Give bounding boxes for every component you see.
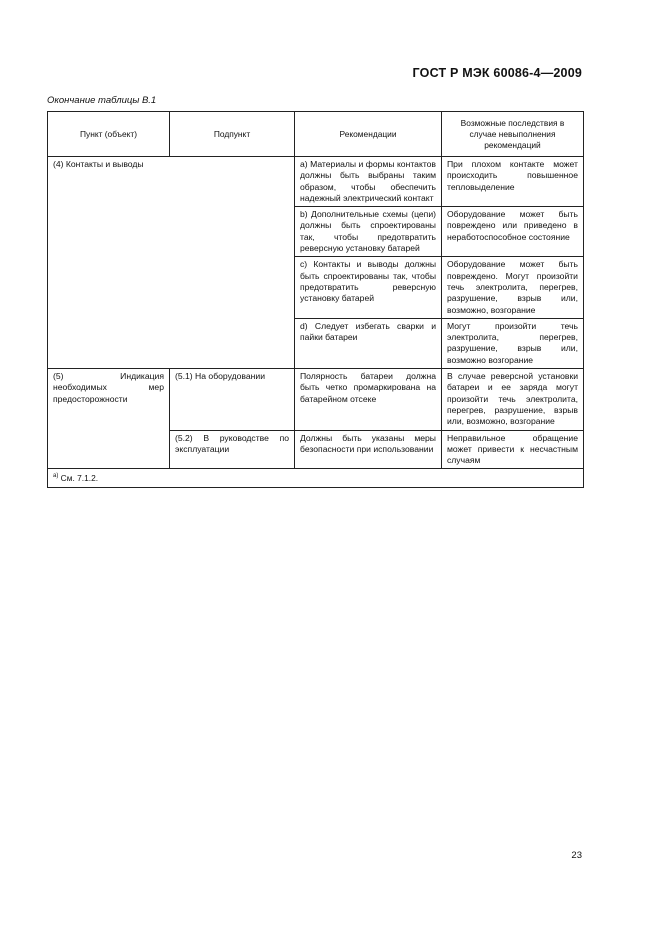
consequence-cell: В случае реверсной установки батареи и ее заряда могут произойти течь электролита, перегрев, разрушение, взрыв или, возможно, возгорание (442, 369, 584, 430)
table-footnote-row (48, 469, 584, 487)
column-header-recommendations: Рекомендации (295, 112, 442, 157)
recommendation-cell: Полярность батареи должна быть четко промаркирована на батарейном отсеке (295, 369, 442, 430)
recommendation-cell: b) Дополнительные схемы (цепи) должны быть спроектированы так, чтобы предотвратить реверсную установку батарей (295, 207, 442, 257)
recommendations-table (47, 111, 584, 488)
footnote-mark: а) (53, 473, 59, 480)
item-precaution-indication: (5) Индикация необходимых мер предосторожности (48, 369, 170, 469)
recommendation-cell: c) Контакты и выводы должны быть спроектированы так, чтобы предотвратить реверсную установку батарей (295, 257, 442, 318)
item-contacts-and-terminals: (4) Контакты и выводы (48, 157, 295, 369)
consequence-cell: Могут произойти течь электролита, перегрев, разрушение, взрыв или, возможно возгорание (442, 318, 584, 368)
recommendation-cell: Должны быть указаны меры безопасности при использовании (295, 430, 442, 469)
consequence-cell: Оборудование может быть повреждено или приведено в неработоспособное состояние (442, 207, 584, 257)
recommendation-cell: a) Материалы и формы контактов должны быть выбраны таким образом, чтобы обеспечить надежный электрический контакт (295, 157, 442, 207)
consequence-cell: При плохом контакте может происходить повышенное тепловыделение (442, 157, 584, 207)
column-header-subitem: Подпункт (170, 112, 295, 157)
page-number: 23 (571, 850, 582, 861)
subitem-cell: (5.2) В руководстве по эксплуатации (170, 430, 295, 469)
column-header-item: Пункт (объект) (48, 112, 170, 157)
footnote-text: См. 7.1.2. (60, 473, 99, 484)
table-footnote (48, 469, 584, 487)
table-row (48, 369, 584, 430)
table-row (48, 157, 584, 207)
recommendation-cell: d) Следует избегать сварки и пайки батареи (295, 318, 442, 368)
table-header-row (48, 112, 584, 157)
document-standard-number: ГОСТ Р МЭК 60086-4—2009 (412, 66, 582, 80)
table-caption: Окончание таблицы В.1 (47, 95, 157, 106)
subitem-cell: (5.1) На оборудовании (170, 369, 295, 430)
consequence-cell: Оборудование может быть повреждено. Могут произойти течь электролита, перегрев, разрушение, взрыв или, возможно, возгорание (442, 257, 584, 318)
consequence-cell: Неправильное обращение может привести к несчастным случаям (442, 430, 584, 469)
column-header-consequences: Возможные последствия в случае невыполнения рекомендаций (442, 112, 584, 157)
